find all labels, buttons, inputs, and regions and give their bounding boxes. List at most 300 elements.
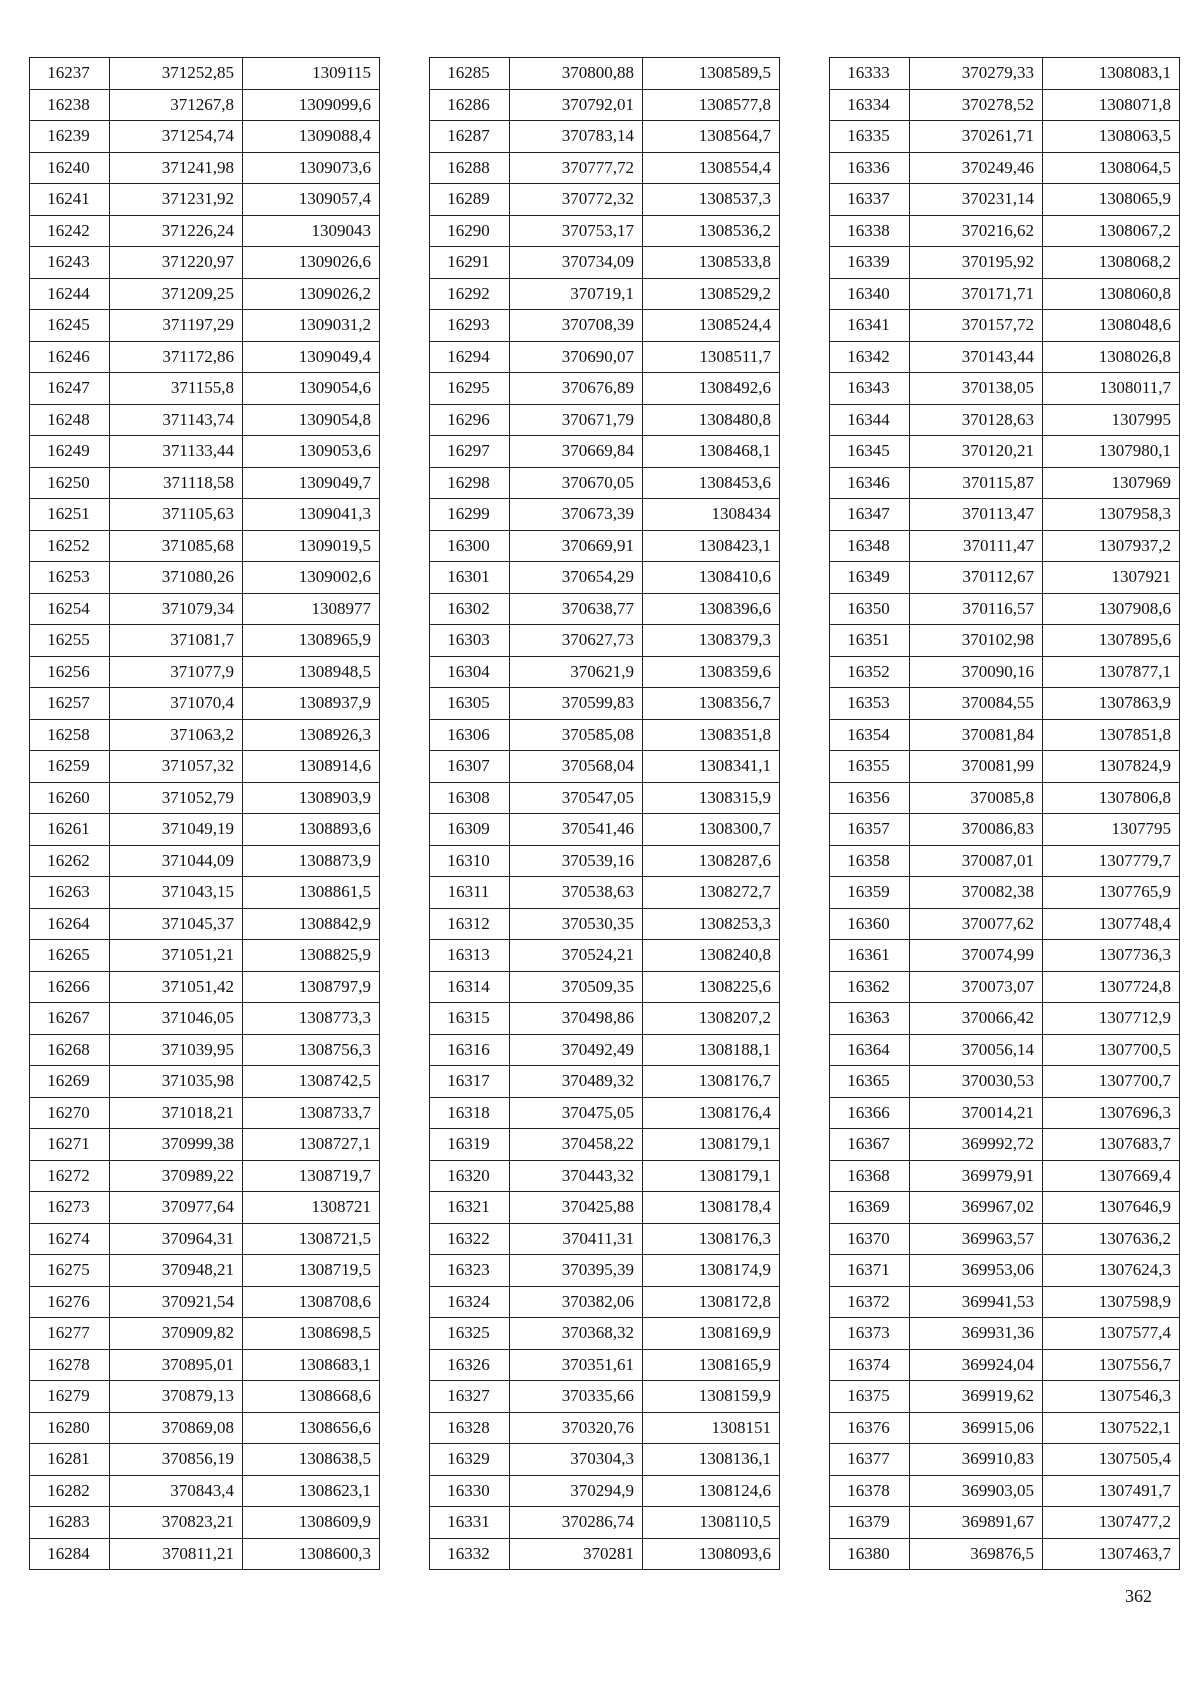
y-coordinate-cell: 1308977 bbox=[243, 593, 380, 625]
table-row bbox=[30, 1097, 380, 1129]
table-row bbox=[30, 1003, 380, 1035]
table-row bbox=[830, 467, 1180, 499]
y-coordinate-cell: 1308011,7 bbox=[1043, 373, 1180, 405]
table-row bbox=[30, 1192, 380, 1224]
x-coordinate-cell: 369953,06 bbox=[910, 1255, 1043, 1287]
point-id-cell: 16319 bbox=[430, 1129, 510, 1161]
x-coordinate-cell: 370734,09 bbox=[510, 247, 643, 279]
y-coordinate-cell: 1307636,2 bbox=[1043, 1223, 1180, 1255]
point-id-cell: 16278 bbox=[30, 1349, 110, 1381]
point-id-cell: 16277 bbox=[30, 1318, 110, 1350]
point-id-cell: 16280 bbox=[30, 1412, 110, 1444]
x-coordinate-cell: 370599,83 bbox=[510, 688, 643, 720]
y-coordinate-cell: 1308071,8 bbox=[1043, 89, 1180, 121]
point-id-cell: 16271 bbox=[30, 1129, 110, 1161]
x-coordinate-cell: 371044,09 bbox=[110, 845, 243, 877]
y-coordinate-cell: 1309002,6 bbox=[243, 562, 380, 594]
x-coordinate-cell: 370539,16 bbox=[510, 845, 643, 877]
y-coordinate-cell: 1308151 bbox=[643, 1412, 780, 1444]
table-row bbox=[30, 530, 380, 562]
table-row bbox=[30, 940, 380, 972]
table-row bbox=[430, 1507, 780, 1539]
table-row bbox=[830, 562, 1180, 594]
y-coordinate-cell: 1308727,1 bbox=[243, 1129, 380, 1161]
y-coordinate-cell: 1308492,6 bbox=[643, 373, 780, 405]
point-id-cell: 16356 bbox=[830, 782, 910, 814]
table-row bbox=[430, 404, 780, 436]
point-id-cell: 16318 bbox=[430, 1097, 510, 1129]
y-coordinate-cell: 1309041,3 bbox=[243, 499, 380, 531]
y-coordinate-cell: 1308136,1 bbox=[643, 1444, 780, 1476]
point-id-cell: 16291 bbox=[430, 247, 510, 279]
point-id-cell: 16267 bbox=[30, 1003, 110, 1035]
table-row bbox=[830, 404, 1180, 436]
y-coordinate-cell: 1308683,1 bbox=[243, 1349, 380, 1381]
table-row bbox=[830, 1286, 1180, 1318]
y-coordinate-cell: 1308668,6 bbox=[243, 1381, 380, 1413]
y-coordinate-cell: 1308719,5 bbox=[243, 1255, 380, 1287]
y-coordinate-cell: 1308825,9 bbox=[243, 940, 380, 972]
x-coordinate-cell: 370425,88 bbox=[510, 1192, 643, 1224]
table-row bbox=[430, 1318, 780, 1350]
point-id-cell: 16249 bbox=[30, 436, 110, 468]
point-id-cell: 16346 bbox=[830, 467, 910, 499]
point-id-cell: 16353 bbox=[830, 688, 910, 720]
point-id-cell: 16268 bbox=[30, 1034, 110, 1066]
table-row bbox=[430, 467, 780, 499]
table-row bbox=[430, 373, 780, 405]
x-coordinate-cell: 371070,4 bbox=[110, 688, 243, 720]
table-row bbox=[430, 1066, 780, 1098]
table-row bbox=[830, 971, 1180, 1003]
x-coordinate-cell: 370719,1 bbox=[510, 278, 643, 310]
table-row bbox=[30, 121, 380, 153]
y-coordinate-cell: 1308721 bbox=[243, 1192, 380, 1224]
point-id-cell: 16293 bbox=[430, 310, 510, 342]
x-coordinate-cell: 371077,9 bbox=[110, 656, 243, 688]
table-row bbox=[430, 152, 780, 184]
point-id-cell: 16302 bbox=[430, 593, 510, 625]
y-coordinate-cell: 1308169,9 bbox=[643, 1318, 780, 1350]
x-coordinate-cell: 370056,14 bbox=[910, 1034, 1043, 1066]
x-coordinate-cell: 370475,05 bbox=[510, 1097, 643, 1129]
y-coordinate-cell: 1308124,6 bbox=[643, 1475, 780, 1507]
point-id-cell: 16368 bbox=[830, 1160, 910, 1192]
coordinate-table-1 bbox=[29, 57, 380, 1570]
x-coordinate-cell: 370351,61 bbox=[510, 1349, 643, 1381]
table-row bbox=[830, 1381, 1180, 1413]
table-row bbox=[30, 1349, 380, 1381]
y-coordinate-cell: 1307851,8 bbox=[1043, 719, 1180, 751]
x-coordinate-cell: 371049,19 bbox=[110, 814, 243, 846]
table-row bbox=[430, 1444, 780, 1476]
point-id-cell: 16330 bbox=[430, 1475, 510, 1507]
x-coordinate-cell: 370638,77 bbox=[510, 593, 643, 625]
x-coordinate-cell: 370085,8 bbox=[910, 782, 1043, 814]
point-id-cell: 16298 bbox=[430, 467, 510, 499]
table-row bbox=[830, 58, 1180, 90]
point-id-cell: 16358 bbox=[830, 845, 910, 877]
point-id-cell: 16247 bbox=[30, 373, 110, 405]
table-row bbox=[830, 751, 1180, 783]
point-id-cell: 16337 bbox=[830, 184, 910, 216]
y-coordinate-cell: 1308253,3 bbox=[643, 908, 780, 940]
point-id-cell: 16257 bbox=[30, 688, 110, 720]
y-coordinate-cell: 1308698,5 bbox=[243, 1318, 380, 1350]
point-id-cell: 16333 bbox=[830, 58, 910, 90]
y-coordinate-cell: 1307969 bbox=[1043, 467, 1180, 499]
point-id-cell: 16380 bbox=[830, 1538, 910, 1570]
table-row bbox=[830, 1255, 1180, 1287]
table-row bbox=[830, 1034, 1180, 1066]
table-row bbox=[430, 1381, 780, 1413]
table-row bbox=[30, 593, 380, 625]
point-id-cell: 16256 bbox=[30, 656, 110, 688]
table-row bbox=[430, 845, 780, 877]
table-row bbox=[30, 1255, 380, 1287]
table-row bbox=[430, 310, 780, 342]
x-coordinate-cell: 369979,91 bbox=[910, 1160, 1043, 1192]
y-coordinate-cell: 1308926,3 bbox=[243, 719, 380, 751]
table-row bbox=[430, 719, 780, 751]
point-id-cell: 16265 bbox=[30, 940, 110, 972]
point-id-cell: 16288 bbox=[430, 152, 510, 184]
x-coordinate-cell: 370281 bbox=[510, 1538, 643, 1570]
y-coordinate-cell: 1307491,7 bbox=[1043, 1475, 1180, 1507]
table-row bbox=[30, 1507, 380, 1539]
table-row bbox=[430, 1475, 780, 1507]
point-id-cell: 16361 bbox=[830, 940, 910, 972]
y-coordinate-cell: 1308178,4 bbox=[643, 1192, 780, 1224]
table-row bbox=[830, 1003, 1180, 1035]
point-id-cell: 16305 bbox=[430, 688, 510, 720]
table-row bbox=[30, 782, 380, 814]
point-id-cell: 16364 bbox=[830, 1034, 910, 1066]
table-row bbox=[30, 751, 380, 783]
point-id-cell: 16348 bbox=[830, 530, 910, 562]
y-coordinate-cell: 1309088,4 bbox=[243, 121, 380, 153]
table-row bbox=[430, 625, 780, 657]
table-row bbox=[30, 436, 380, 468]
table-row bbox=[30, 1475, 380, 1507]
table-row bbox=[30, 1286, 380, 1318]
y-coordinate-cell: 1308172,8 bbox=[643, 1286, 780, 1318]
point-id-cell: 16296 bbox=[430, 404, 510, 436]
x-coordinate-cell: 371018,21 bbox=[110, 1097, 243, 1129]
x-coordinate-cell: 370368,32 bbox=[510, 1318, 643, 1350]
x-coordinate-cell: 370113,47 bbox=[910, 499, 1043, 531]
point-id-cell: 16377 bbox=[830, 1444, 910, 1476]
y-coordinate-cell: 1308359,6 bbox=[643, 656, 780, 688]
x-coordinate-cell: 370120,21 bbox=[910, 436, 1043, 468]
point-id-cell: 16362 bbox=[830, 971, 910, 1003]
y-coordinate-cell: 1309073,6 bbox=[243, 152, 380, 184]
table-row bbox=[430, 530, 780, 562]
point-id-cell: 16379 bbox=[830, 1507, 910, 1539]
point-id-cell: 16371 bbox=[830, 1255, 910, 1287]
x-coordinate-cell: 371045,37 bbox=[110, 908, 243, 940]
y-coordinate-cell: 1307806,8 bbox=[1043, 782, 1180, 814]
x-coordinate-cell: 370792,01 bbox=[510, 89, 643, 121]
point-id-cell: 16321 bbox=[430, 1192, 510, 1224]
point-id-cell: 16274 bbox=[30, 1223, 110, 1255]
table-row bbox=[430, 1034, 780, 1066]
point-id-cell: 16239 bbox=[30, 121, 110, 153]
y-coordinate-cell: 1308842,9 bbox=[243, 908, 380, 940]
point-id-cell: 16369 bbox=[830, 1192, 910, 1224]
x-coordinate-cell: 369891,67 bbox=[910, 1507, 1043, 1539]
y-coordinate-cell: 1309057,4 bbox=[243, 184, 380, 216]
x-coordinate-cell: 370843,4 bbox=[110, 1475, 243, 1507]
x-coordinate-cell: 370115,87 bbox=[910, 467, 1043, 499]
point-id-cell: 16287 bbox=[430, 121, 510, 153]
table-row bbox=[830, 593, 1180, 625]
table-row bbox=[430, 1412, 780, 1444]
y-coordinate-cell: 1308188,1 bbox=[643, 1034, 780, 1066]
y-coordinate-cell: 1308060,8 bbox=[1043, 278, 1180, 310]
x-coordinate-cell: 370279,33 bbox=[910, 58, 1043, 90]
point-id-cell: 16332 bbox=[430, 1538, 510, 1570]
table-row bbox=[30, 247, 380, 279]
table-row bbox=[30, 719, 380, 751]
y-coordinate-cell: 1308067,2 bbox=[1043, 215, 1180, 247]
point-id-cell: 16338 bbox=[830, 215, 910, 247]
table-row bbox=[30, 152, 380, 184]
x-coordinate-cell: 370157,72 bbox=[910, 310, 1043, 342]
point-id-cell: 16264 bbox=[30, 908, 110, 940]
y-coordinate-cell: 1308068,2 bbox=[1043, 247, 1180, 279]
y-coordinate-cell: 1308733,7 bbox=[243, 1097, 380, 1129]
y-coordinate-cell: 1307795 bbox=[1043, 814, 1180, 846]
x-coordinate-cell: 370073,07 bbox=[910, 971, 1043, 1003]
point-id-cell: 16252 bbox=[30, 530, 110, 562]
point-id-cell: 16255 bbox=[30, 625, 110, 657]
point-id-cell: 16315 bbox=[430, 1003, 510, 1035]
x-coordinate-cell: 370411,31 bbox=[510, 1223, 643, 1255]
y-coordinate-cell: 1308176,7 bbox=[643, 1066, 780, 1098]
y-coordinate-cell: 1308656,6 bbox=[243, 1412, 380, 1444]
y-coordinate-cell: 1309099,6 bbox=[243, 89, 380, 121]
y-coordinate-cell: 1307958,3 bbox=[1043, 499, 1180, 531]
x-coordinate-cell: 370084,55 bbox=[910, 688, 1043, 720]
y-coordinate-cell: 1307921 bbox=[1043, 562, 1180, 594]
point-id-cell: 16308 bbox=[430, 782, 510, 814]
point-id-cell: 16378 bbox=[830, 1475, 910, 1507]
table-row bbox=[830, 310, 1180, 342]
y-coordinate-cell: 1307700,7 bbox=[1043, 1066, 1180, 1098]
x-coordinate-cell: 371046,05 bbox=[110, 1003, 243, 1035]
table-row bbox=[830, 1318, 1180, 1350]
y-coordinate-cell: 1307980,1 bbox=[1043, 436, 1180, 468]
x-coordinate-cell: 370921,54 bbox=[110, 1286, 243, 1318]
x-coordinate-cell: 371241,98 bbox=[110, 152, 243, 184]
point-id-cell: 16290 bbox=[430, 215, 510, 247]
table-row bbox=[830, 1097, 1180, 1129]
point-id-cell: 16355 bbox=[830, 751, 910, 783]
table-row bbox=[30, 341, 380, 373]
table-row bbox=[430, 782, 780, 814]
y-coordinate-cell: 1307477,2 bbox=[1043, 1507, 1180, 1539]
point-id-cell: 16301 bbox=[430, 562, 510, 594]
point-id-cell: 16279 bbox=[30, 1381, 110, 1413]
x-coordinate-cell: 371252,85 bbox=[110, 58, 243, 90]
table-row bbox=[30, 625, 380, 657]
x-coordinate-cell: 371254,74 bbox=[110, 121, 243, 153]
y-coordinate-cell: 1308708,6 bbox=[243, 1286, 380, 1318]
y-coordinate-cell: 1307748,4 bbox=[1043, 908, 1180, 940]
x-coordinate-cell: 369924,04 bbox=[910, 1349, 1043, 1381]
point-id-cell: 16313 bbox=[430, 940, 510, 972]
x-coordinate-cell: 370261,71 bbox=[910, 121, 1043, 153]
y-coordinate-cell: 1308315,9 bbox=[643, 782, 780, 814]
table-row bbox=[30, 971, 380, 1003]
table-row bbox=[830, 1192, 1180, 1224]
y-coordinate-cell: 1308093,6 bbox=[643, 1538, 780, 1570]
y-coordinate-cell: 1308914,6 bbox=[243, 751, 380, 783]
point-id-cell: 16251 bbox=[30, 499, 110, 531]
point-id-cell: 16276 bbox=[30, 1286, 110, 1318]
y-coordinate-cell: 1307505,4 bbox=[1043, 1444, 1180, 1476]
y-coordinate-cell: 1308600,3 bbox=[243, 1538, 380, 1570]
x-coordinate-cell: 369941,53 bbox=[910, 1286, 1043, 1318]
table-row bbox=[830, 1475, 1180, 1507]
x-coordinate-cell: 370081,99 bbox=[910, 751, 1043, 783]
point-id-cell: 16349 bbox=[830, 562, 910, 594]
x-coordinate-cell: 371035,98 bbox=[110, 1066, 243, 1098]
point-id-cell: 16350 bbox=[830, 593, 910, 625]
table-row bbox=[30, 908, 380, 940]
y-coordinate-cell: 1308179,1 bbox=[643, 1160, 780, 1192]
point-id-cell: 16304 bbox=[430, 656, 510, 688]
point-id-cell: 16341 bbox=[830, 310, 910, 342]
x-coordinate-cell: 370989,22 bbox=[110, 1160, 243, 1192]
point-id-cell: 16366 bbox=[830, 1097, 910, 1129]
table-row bbox=[430, 1223, 780, 1255]
point-id-cell: 16325 bbox=[430, 1318, 510, 1350]
x-coordinate-cell: 370382,06 bbox=[510, 1286, 643, 1318]
y-coordinate-cell: 1308176,3 bbox=[643, 1223, 780, 1255]
point-id-cell: 16253 bbox=[30, 562, 110, 594]
table-row bbox=[430, 751, 780, 783]
y-coordinate-cell: 1308797,9 bbox=[243, 971, 380, 1003]
x-coordinate-cell: 371085,68 bbox=[110, 530, 243, 562]
x-coordinate-cell: 371052,79 bbox=[110, 782, 243, 814]
x-coordinate-cell: 369915,06 bbox=[910, 1412, 1043, 1444]
y-coordinate-cell: 1308048,6 bbox=[1043, 310, 1180, 342]
table-row bbox=[30, 373, 380, 405]
point-id-cell: 16282 bbox=[30, 1475, 110, 1507]
point-id-cell: 16244 bbox=[30, 278, 110, 310]
point-id-cell: 16372 bbox=[830, 1286, 910, 1318]
y-coordinate-cell: 1307937,2 bbox=[1043, 530, 1180, 562]
y-coordinate-cell: 1308577,8 bbox=[643, 89, 780, 121]
x-coordinate-cell: 370395,39 bbox=[510, 1255, 643, 1287]
table-row bbox=[830, 719, 1180, 751]
x-coordinate-cell: 370977,64 bbox=[110, 1192, 243, 1224]
table-row bbox=[430, 940, 780, 972]
y-coordinate-cell: 1309115 bbox=[243, 58, 380, 90]
y-coordinate-cell: 1308434 bbox=[643, 499, 780, 531]
point-id-cell: 16376 bbox=[830, 1412, 910, 1444]
point-id-cell: 16359 bbox=[830, 877, 910, 909]
y-coordinate-cell: 1308638,5 bbox=[243, 1444, 380, 1476]
x-coordinate-cell: 370087,01 bbox=[910, 845, 1043, 877]
table-row bbox=[430, 121, 780, 153]
table-row bbox=[430, 58, 780, 90]
y-coordinate-cell: 1308524,4 bbox=[643, 310, 780, 342]
table-row bbox=[430, 1003, 780, 1035]
point-id-cell: 16363 bbox=[830, 1003, 910, 1035]
x-coordinate-cell: 370772,32 bbox=[510, 184, 643, 216]
y-coordinate-cell: 1309026,2 bbox=[243, 278, 380, 310]
x-coordinate-cell: 370509,35 bbox=[510, 971, 643, 1003]
y-coordinate-cell: 1309031,2 bbox=[243, 310, 380, 342]
x-coordinate-cell: 370216,62 bbox=[910, 215, 1043, 247]
x-coordinate-cell: 370030,53 bbox=[910, 1066, 1043, 1098]
x-coordinate-cell: 371231,92 bbox=[110, 184, 243, 216]
y-coordinate-cell: 1308083,1 bbox=[1043, 58, 1180, 90]
x-coordinate-cell: 370669,91 bbox=[510, 530, 643, 562]
y-coordinate-cell: 1309026,6 bbox=[243, 247, 380, 279]
point-id-cell: 16272 bbox=[30, 1160, 110, 1192]
y-coordinate-cell: 1309054,8 bbox=[243, 404, 380, 436]
x-coordinate-cell: 370304,3 bbox=[510, 1444, 643, 1476]
y-coordinate-cell: 1308536,2 bbox=[643, 215, 780, 247]
x-coordinate-cell: 370074,99 bbox=[910, 940, 1043, 972]
y-coordinate-cell: 1308356,7 bbox=[643, 688, 780, 720]
table-row bbox=[830, 215, 1180, 247]
point-id-cell: 16336 bbox=[830, 152, 910, 184]
y-coordinate-cell: 1308948,5 bbox=[243, 656, 380, 688]
x-coordinate-cell: 370458,22 bbox=[510, 1129, 643, 1161]
x-coordinate-cell: 370143,44 bbox=[910, 341, 1043, 373]
table-row bbox=[830, 341, 1180, 373]
page-number: 362 bbox=[1125, 1586, 1152, 1606]
x-coordinate-cell: 370081,84 bbox=[910, 719, 1043, 751]
table-row bbox=[830, 814, 1180, 846]
y-coordinate-cell: 1308341,1 bbox=[643, 751, 780, 783]
table-row bbox=[30, 688, 380, 720]
point-id-cell: 16259 bbox=[30, 751, 110, 783]
x-coordinate-cell: 370077,62 bbox=[910, 908, 1043, 940]
table-row bbox=[30, 1223, 380, 1255]
table-row bbox=[830, 121, 1180, 153]
point-id-cell: 16339 bbox=[830, 247, 910, 279]
y-coordinate-cell: 1308623,1 bbox=[243, 1475, 380, 1507]
table-row bbox=[830, 247, 1180, 279]
point-id-cell: 16370 bbox=[830, 1223, 910, 1255]
y-coordinate-cell: 1308773,3 bbox=[243, 1003, 380, 1035]
y-coordinate-cell: 1308893,6 bbox=[243, 814, 380, 846]
point-id-cell: 16243 bbox=[30, 247, 110, 279]
point-id-cell: 16270 bbox=[30, 1097, 110, 1129]
y-coordinate-cell: 1308064,5 bbox=[1043, 152, 1180, 184]
y-coordinate-cell: 1307577,4 bbox=[1043, 1318, 1180, 1350]
y-coordinate-cell: 1308176,4 bbox=[643, 1097, 780, 1129]
x-coordinate-cell: 370530,35 bbox=[510, 908, 643, 940]
y-coordinate-cell: 1307765,9 bbox=[1043, 877, 1180, 909]
x-coordinate-cell: 370231,14 bbox=[910, 184, 1043, 216]
point-id-cell: 16307 bbox=[430, 751, 510, 783]
x-coordinate-cell: 371143,74 bbox=[110, 404, 243, 436]
table-row bbox=[430, 215, 780, 247]
point-id-cell: 16374 bbox=[830, 1349, 910, 1381]
x-coordinate-cell: 370086,83 bbox=[910, 814, 1043, 846]
table-row bbox=[30, 656, 380, 688]
y-coordinate-cell: 1308756,3 bbox=[243, 1034, 380, 1066]
point-id-cell: 16250 bbox=[30, 467, 110, 499]
y-coordinate-cell: 1307712,9 bbox=[1043, 1003, 1180, 1035]
